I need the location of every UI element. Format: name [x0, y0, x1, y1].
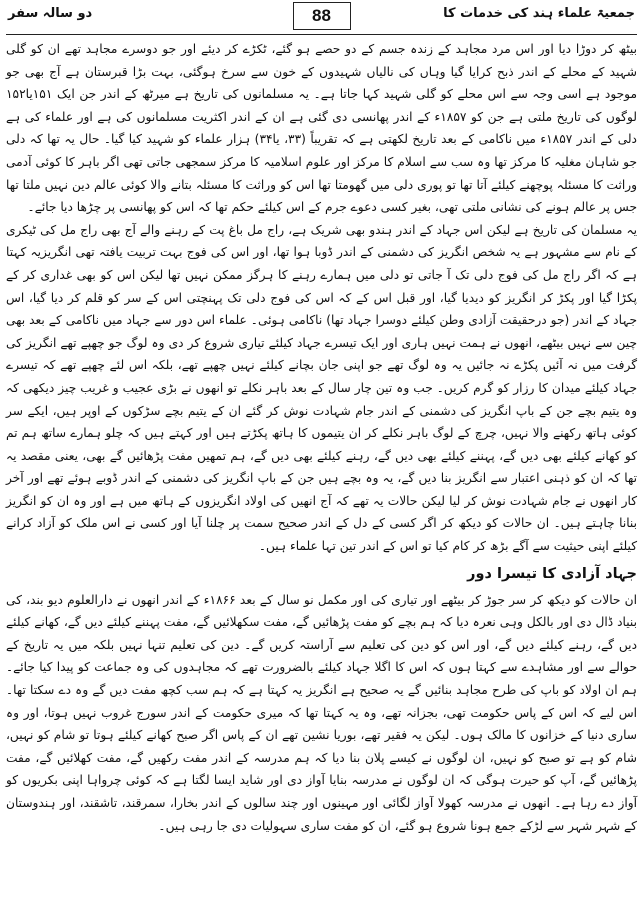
page-header [6, 0, 637, 35]
page-body [6, 38, 637, 837]
section-heading: جہاد آزادی کا تیسرا دور [467, 565, 637, 582]
paragraph-2: یہ مسلمان کی تاریخ ہے لیکن اس جہاد کے اندر ہندو بھی شریک ہے، راج مل باغ پت کے رہنے والے آج بھی راج مل کی ٹیکری کے نام سے مشہور ہے یہ شخص انگریز کی دشمنی کے اندر ڈوبا ہوا تھا، اور اس کی فوج بہت تربیت یافتہ تھی انگریزیہ کہتا ہے کہ اگر راج مل کی فوج دلی تک آ جاتی تو دلی میں ہمارے رہنے کا ہرگز ممکن نہیں تھا لیکن اس کو بھی غداری کر کے پکڑا گیا اور پکڑ کر انگریز کو دیدیا گیا، اور قبل اس کے کہ اس کی فوج دلی تک پہنچتی اس کے سر کو قلم کر دیا گیا، اس جہاد کے اندر (جو درحقیقت آزادی وطن کیلئے دوسرا جہاد تھا) ناکامی ہوئی۔ علماء اس دور سے جہاد میں ناکامی کے بعد بھی چین سے نہیں بیٹھے، انھوں نے ہمت نہیں ہاری اور ایک تیسرے جہاد کیلئے تیاری شروع کر دی وہ لوگ جو چھپے تھے انگریز کی گرفت میں نہ آئیں پکڑے نہ جائیں یہ وہ لوگ تھے جو اپنی جان بچانے کیلئے نہیں چھپے تھے، بلکہ اس لئے چھپے تھے کہ تیسرے جہاد کیلئے میدان کا رزار کو گرم کریں۔ جب وہ تین چار سال کے بعد باہر نکلے تو انھوں نے بڑی عجیب و غریب چیز دیکھی کہ وہ یتیم بچے جن کے باپ انگریز کی دشمنی کے اندر جام شہادت نوش کر گئے ان کے یتیم بچے سڑکوں کے اوپر ہیں، ایکے سر کوئی ہاتھ رکھنے والا نہیں، چرچ کے لوگ باہر نکلے کر ان یتیموں کا ہاتھ پکڑتے ہیں اور کہتے ہیں کہ چلو ہمارے ساتھ ہم تم کو کھانے کیلئے بھی دیں گے، پہننے کیلئے بھی دیں گے، رہنے کیلئے بھی دیں گے، ہم تمھیں مفت پڑھائیں گے بھی، یعنی مقصد یہ تھا کہ ان کو ذہنی اعتبار سے انگریز بنا دیں گے، یہ وہ بچے ہیں جن کے باپ انگریز کی دشمنی کے اندر ڈوبے ہوئے تھے اور آخر کار انھوں نے جام شہادت نوش کر لیا لیکن حالات یہ تھے کہ آج انھیں کی اولاد انگریزوں کے ہاتھ میں ہے اور وہ ان کو انگریز بنانا چاہتے ہیں۔ ان حالات کو دیکھ کر اگر کسی کے دل کے اندر صحیح سمت پر چلنا آیا اور کسی نے اس ملک کو آزاد کرانے کیلئے اپنی حیثیت سے آگے بڑھ کر کام کیا تو اس کے اندر تین تہا علماء ہیں۔ [6, 222, 637, 554]
book-title: دو سالہ سفر [8, 6, 93, 21]
page-number: 88 [293, 2, 351, 30]
running-title: جمعیۃ علماء ہند کی خدمات کا [443, 6, 635, 21]
paragraph-3: ان حالات کو دیکھ کر سر جوڑ کر بیٹھے اور تیاری کی اور مکمل نو سال کے بعد ۱۸۶۶ء کے اندر انھوں نے دارالعلوم دیو بند، کی بنیاد ڈال دی اور بالکل وہی نعرہ دیا کہ ہم بچے کو مفت پڑھائیں گے، مفت سکھلائیں گے، مفت پہننے کیلئے دیں گے، کھانے کیلئے دیں گے، رہنے کیلئے دیں گے، اور اس کو دین کی تعلیم سے آراستہ کریں گے۔ دین کی تعلیم تنہا نہیں بلکہ میں یہ تاریخ کے حوالے سے اور مشاہدے سے کہتا ہوں کہ اس کا اگلا جہاد کیلئے بالضرورت تھے کہ مجاہدوں کی وہ جماعت کو پیدا کیا جائے۔ ہم ان اولاد کو باپ کی طرح مجاہد بنائیں گے یہ صحیح ہے انگریز یہ کہتا ہے کہ ہم سب کچھ مفت دیں گے وہ دے سکتا تھا۔ اس لیے کہ اس کے پاس حکومت تھی، بجزانہ تھے، وہ یہ کہتا تھا کہ میری حکومت کے اندر سورج غروب نہیں ہوتا، اور وہ ساری دنیا کے خزانوں کا مالک ہوں۔ لیکن یہ فقیر تھے، بوریا نشین تھے ان کے پاس اگر صبح کھانے کیلئے ہوتا تو شام کو نہیں، شام کو ہے تو صبح کو نہیں، ان لوگوں نے کیسے پلان بنا دیا کہ ہم مدرسہ کے اندر مفت رکھیں گے، مفت کھلائیں گے، مفت پڑھائیں گے، آپ کو حیرت ہوگی کہ ان لوگوں نے مدرسہ بنایا آواز دی اور شاید ایسا لگتا ہے کہ کوئی چرواہا اپنی بکریوں کو آواز دے رہا ہے۔ انھوں نے مدرسہ کھولا آواز لگائی اور مہینوں اور چند سالوں کے اندر بخارا، سمرقند، تاشقند، اور ہندوستان کے شہر شہر سے لڑکے جمع ہونا شروع ہو گئے، ان کو مفت ساری سہولیات دی جا رہی ہیں۔ [6, 592, 637, 833]
paragraph-1: بیٹھ کر دوڑا دیا اور اس مرد مجاہد کے زندہ جسم کے دو حصے ہو گئے، ٹکڑے کر دیئے اور جو دوسرے مجاہد تھے ان کو گلی شہید کے محلے کے اندر ذبح کرایا گیا وہاں کی نالیاں شہیدوں کے خون سے سرخ ہوگئی، بہت بڑا قبرستان ہے آج بھی جو موجود ہے اسی وجہ سے اس محلے کو گلی شہید کہا جاتا ہے۔ یہ مسلمانوں کی تاریخ ہے میرٹھ کے اندر جن ایک ۱۵۱یا۱۵۲ لوگوں کی تاریخ ملتی ہے جن کو ۱۸۵۷ء کے اندر پھانسی دی گئی ہے ان کے اندر اکثریت مسلمانوں کی ہے اور علماء کی ہے دلی کے اندر ۱۸۵۷ء میں ناکامی کے بعد تاریخ لکھتی ہے کہ تقریباً (۳۳، یا۳۴) ہزار علماء کو شہید کیا گیا۔ حال یہ تھا کہ دلی جو شاہان مغلیہ کا مرکز تھا وہ سب سے اسلام کا مرکز اور علوم اسلامیہ کا مرکز سمجھی جاتی تھی اگر باہر کا کوئی آدمی وراثت کا مسئلہ پوچھنے کیلئے آتا تھا تو پوری دلی میں گھومتا تھا اس کو وراثت کا مسئلہ بتانے والا کوئی عالم دین نہیں ملتا تھا جس پر عالم ہونے کی نشانی ملتی تھی، بغیر کسی دعوے جرم کے اس کیلئے حکم تھا کہ اس کو پھانسی پر چڑھا دیا جائے۔ [6, 42, 637, 215]
